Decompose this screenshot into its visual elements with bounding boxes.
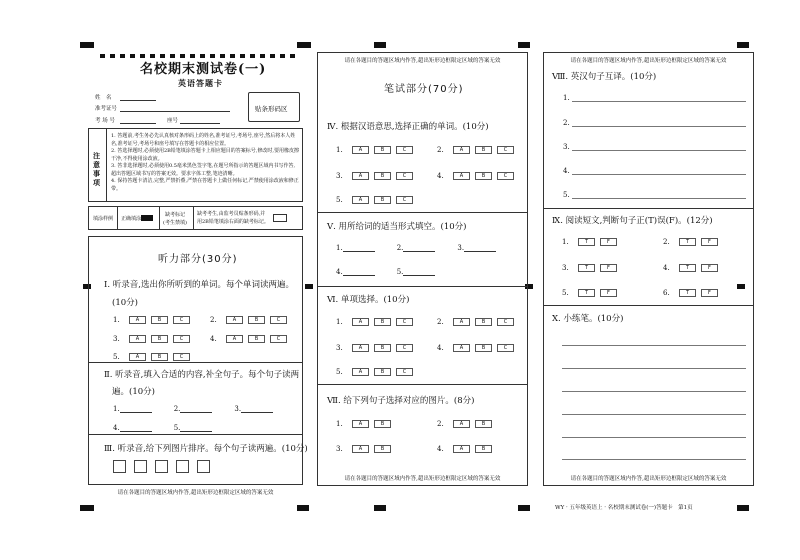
- q1-title: Ⅰ. 听录音,选出你所听到的单词。每个单词读两遍。: [104, 280, 294, 290]
- blank-field[interactable]: [464, 244, 496, 252]
- boundary-notice: 请在各题目的答题区域内作答,超出矩形边框限定区域的答案无效: [117, 490, 274, 496]
- option-b[interactable]: B: [374, 445, 391, 453]
- q1-score: (10分): [112, 298, 138, 308]
- q8-title: Ⅷ. 英汉句子互译。(10分): [552, 72, 657, 82]
- boundary-notice: 请在各题目的答题区域内作答,超出矩形边框限定区域的答案无效: [570, 58, 727, 64]
- q8-line-label: 3.: [563, 143, 570, 151]
- option-c[interactable]: C: [173, 353, 190, 361]
- blank-field[interactable]: [120, 405, 152, 413]
- fill-example-box: [88, 206, 303, 230]
- option-c[interactable]: C: [396, 344, 413, 352]
- option-a[interactable]: A: [129, 353, 146, 361]
- option-a[interactable]: A: [129, 335, 146, 343]
- page-subtitle: 英语答题卡: [178, 78, 223, 88]
- page-footer: WY · 五年级英语上 · 名校期末测试卷(一)答题卡 第1页: [555, 505, 693, 511]
- notice-item: 3. 答非选择题时,必须使用0.5毫米黑色签字笔,在题号所指示的答题区域内书写作答,超出答题区域书写的答案无效。要求字体工整,笔迹清晰。: [111, 163, 296, 177]
- option-a[interactable]: A: [352, 146, 369, 154]
- order-box[interactable]: [197, 460, 210, 473]
- option-true[interactable]: T: [679, 238, 696, 246]
- option-a[interactable]: A: [352, 420, 369, 428]
- timing-dash-row: [100, 43, 300, 47]
- option-a[interactable]: A: [226, 316, 243, 324]
- q9-title: Ⅸ. 阅读短文,判断句子正(T)误(F)。(12分): [552, 216, 713, 226]
- q7-row: 3. A B 4. A B: [336, 445, 497, 453]
- option-b[interactable]: B: [248, 316, 265, 324]
- writing-line[interactable]: [562, 459, 746, 460]
- q4-row: 3. A B C 4. A B C: [336, 172, 519, 180]
- option-b[interactable]: B: [475, 318, 492, 326]
- listening-title: 听力部分(30分): [158, 254, 238, 265]
- timing-mark: [737, 42, 749, 48]
- absent-note: (考生禁填): [163, 220, 187, 226]
- option-a[interactable]: A: [453, 318, 470, 326]
- option-c[interactable]: C: [396, 196, 413, 204]
- timing-mark: [374, 42, 386, 48]
- timing-mark: [374, 505, 386, 511]
- notice-item: 2. 答选择题时,必须使用2B铅笔填涂答题卡上相应题目的答案标号,修改时,要用橡皮擦干净,不得使用涂改液。: [111, 148, 299, 162]
- writing-line[interactable]: [572, 174, 746, 175]
- q6-row: 3. A B C 4. A B C: [336, 344, 519, 352]
- q5-title: Ⅴ. 用所给词的适当形式填空。(10分): [327, 222, 467, 232]
- notice-box: [88, 128, 303, 202]
- exam-no-label: 准考证号: [95, 106, 118, 112]
- option-false[interactable]: F: [701, 264, 718, 272]
- option-a[interactable]: A: [129, 316, 146, 324]
- blank-field[interactable]: [180, 424, 212, 432]
- barcode-label: 贴条形码区: [255, 105, 288, 113]
- option-b[interactable]: B: [374, 420, 391, 428]
- timing-mark: [518, 505, 530, 511]
- q6-title: Ⅵ. 单项选择。(10分): [327, 295, 410, 305]
- room-label: 考 场 号: [95, 118, 115, 124]
- blank-field[interactable]: [180, 405, 212, 413]
- blank-field[interactable]: [241, 405, 273, 413]
- boundary-notice: 请在各题目的答题区域内作答,超出矩形边框限定区域的答案无效: [344, 58, 501, 64]
- writing-line[interactable]: [562, 391, 746, 392]
- option-b[interactable]: B: [475, 344, 492, 352]
- option-b[interactable]: B: [151, 316, 168, 324]
- order-box[interactable]: [176, 460, 189, 473]
- option-b[interactable]: B: [151, 335, 168, 343]
- writing-line[interactable]: [562, 368, 746, 369]
- notice-item: 1. 答题前,考生务必先认真核对条形码上的姓名,准考证号,考场号,座号,然后将本人姓名,准考证号,考场号和座号填写在答题卡的相应位置。: [111, 133, 296, 147]
- timing-mark: [737, 505, 749, 511]
- section-divider: [89, 362, 302, 363]
- option-false[interactable]: F: [600, 264, 617, 272]
- q10-title: Ⅹ. 小练笔。(10分): [552, 314, 624, 324]
- q6-row: 5. A B C: [336, 368, 418, 376]
- seat-field[interactable]: [180, 123, 220, 124]
- option-c[interactable]: C: [497, 172, 514, 180]
- blank-field[interactable]: [403, 244, 435, 252]
- q7-row: 1. A B 2. A B: [336, 420, 497, 428]
- writing-line[interactable]: [562, 345, 746, 346]
- room-field[interactable]: [120, 123, 156, 124]
- option-c[interactable]: C: [497, 318, 514, 326]
- timing-mark: [80, 505, 94, 511]
- q9-row: 1. T F 2. T F: [562, 238, 723, 246]
- barcode-area: [248, 92, 300, 122]
- name-label: 姓 名: [95, 95, 112, 101]
- q1-row: 1. A B C 2. A B C: [113, 316, 292, 324]
- section-divider: [318, 384, 527, 385]
- writing-line[interactable]: [572, 126, 746, 127]
- exam-no-field[interactable]: [120, 111, 230, 112]
- q1-row: 3. A B C 4. A B C: [113, 335, 292, 343]
- q4-title: Ⅳ. 根据汉语意思,选择正确的单词。(10分): [327, 122, 489, 132]
- option-a[interactable]: A: [352, 318, 369, 326]
- seat-label: 座号: [167, 118, 179, 124]
- option-a[interactable]: A: [453, 146, 470, 154]
- q8-line-label: 1.: [563, 94, 570, 102]
- writing-line[interactable]: [572, 150, 746, 151]
- section-divider: [89, 434, 302, 435]
- blank-field[interactable]: [403, 268, 435, 276]
- section-divider: [544, 208, 753, 209]
- option-c[interactable]: C: [270, 316, 287, 324]
- option-c[interactable]: C: [497, 146, 514, 154]
- notice-item: 4. 保持答题卡清洁,完整,严禁折叠,严禁在答题卡上做任何标记,严禁使用涂改液和修正带。: [111, 178, 299, 192]
- option-a[interactable]: A: [352, 368, 369, 376]
- option-c[interactable]: C: [270, 335, 287, 343]
- timing-mark: [297, 505, 309, 511]
- absent-mark-box[interactable]: [273, 214, 287, 222]
- option-c[interactable]: C: [396, 146, 413, 154]
- option-c[interactable]: C: [396, 318, 413, 326]
- writing-line[interactable]: [562, 414, 746, 415]
- option-b[interactable]: B: [151, 353, 168, 361]
- order-box[interactable]: [155, 460, 168, 473]
- q9-row: 5. T F 6. T F: [562, 289, 723, 297]
- writing-line[interactable]: [572, 198, 746, 199]
- q3-order-boxes: [113, 460, 210, 473]
- timing-mark: [518, 42, 530, 48]
- option-false[interactable]: F: [600, 238, 617, 246]
- option-a[interactable]: A: [352, 445, 369, 453]
- option-a[interactable]: A: [453, 445, 470, 453]
- option-b[interactable]: B: [374, 318, 391, 326]
- option-false[interactable]: F: [701, 289, 718, 297]
- blank-field[interactable]: [120, 424, 152, 432]
- option-c[interactable]: C: [396, 368, 413, 376]
- option-c[interactable]: C: [173, 316, 190, 324]
- timing-mark: [80, 42, 94, 48]
- section-divider: [544, 305, 753, 306]
- option-a[interactable]: A: [352, 196, 369, 204]
- q5-blanks: 1. 2. 3.: [336, 244, 518, 252]
- option-a[interactable]: A: [453, 172, 470, 180]
- fill-example-label: 填涂样例: [93, 216, 114, 222]
- q2-blanks: 1. 2. 3.: [113, 405, 295, 413]
- q1-row: 5. A B C: [113, 353, 195, 361]
- q9-row: 3. T F 4. T F: [562, 264, 723, 272]
- option-c[interactable]: C: [173, 335, 190, 343]
- option-b[interactable]: B: [374, 368, 391, 376]
- timing-mark: [297, 42, 311, 48]
- order-box[interactable]: [134, 460, 147, 473]
- option-a[interactable]: A: [453, 344, 470, 352]
- option-b[interactable]: B: [475, 420, 492, 428]
- q6-row: 1. A B C 2. A B C: [336, 318, 519, 326]
- absent-label: 缺考标记: [165, 212, 186, 218]
- q7-title: Ⅶ. 给下列句子选择对应的图片。(8分): [327, 396, 475, 406]
- option-a[interactable]: A: [352, 172, 369, 180]
- option-b[interactable]: B: [475, 146, 492, 154]
- q4-row: 1. A B C 2. A B C: [336, 146, 519, 154]
- absent-desc: 缺考考生,由监考员贴条形码,并用2B铅笔填涂右面的缺考标记。: [197, 211, 269, 225]
- option-b[interactable]: B: [374, 344, 391, 352]
- section-divider: [318, 212, 527, 213]
- q2-title: Ⅱ. 听录音,填入合适的内容,补全句子。每个句子读两: [104, 370, 300, 380]
- written-title: 笔试部分(70分): [384, 84, 464, 95]
- option-false[interactable]: F: [600, 289, 617, 297]
- q8-line-label: 5.: [563, 191, 570, 199]
- q2-title-cont: 遍。(10分): [112, 387, 155, 397]
- blank-field[interactable]: [343, 268, 375, 276]
- timing-mark: [305, 284, 313, 289]
- notice-side-label: 注意事项: [93, 151, 100, 187]
- writing-line[interactable]: [572, 101, 746, 102]
- option-true[interactable]: T: [578, 289, 595, 297]
- option-b[interactable]: B: [374, 146, 391, 154]
- q5-blanks: 4. 5.: [336, 268, 457, 276]
- q3-title: Ⅲ. 听录音,给下列图片排序。每个句子读两遍。(10分): [104, 444, 308, 454]
- option-a[interactable]: A: [352, 344, 369, 352]
- writing-line[interactable]: [562, 437, 746, 438]
- page-title: 名校期末测试卷(一): [140, 62, 267, 77]
- q8-line-label: 2.: [563, 119, 570, 127]
- option-c[interactable]: C: [497, 344, 514, 352]
- name-field[interactable]: [120, 100, 156, 101]
- option-b[interactable]: B: [374, 196, 391, 204]
- q8-line-label: 4.: [563, 167, 570, 175]
- fill-correct-label: 正确填涂: [121, 216, 142, 222]
- blank-field[interactable]: [343, 244, 375, 252]
- section-divider: [318, 286, 527, 287]
- option-true[interactable]: T: [578, 238, 595, 246]
- fill-example-mark: [141, 215, 153, 221]
- q2-blanks: 4. 5.: [113, 424, 234, 432]
- option-b[interactable]: B: [248, 335, 265, 343]
- option-b[interactable]: B: [374, 172, 391, 180]
- option-b[interactable]: B: [475, 172, 492, 180]
- option-c[interactable]: C: [396, 172, 413, 180]
- option-false[interactable]: F: [701, 238, 718, 246]
- order-box[interactable]: [113, 460, 126, 473]
- option-true[interactable]: T: [578, 264, 595, 272]
- option-true[interactable]: T: [679, 289, 696, 297]
- option-a[interactable]: A: [226, 335, 243, 343]
- boundary-notice: 请在各题目的答题区域内作答,超出矩形边框限定区域的答案无效: [344, 476, 501, 482]
- option-true[interactable]: T: [679, 264, 696, 272]
- q4-row: 5. A B C: [336, 196, 418, 204]
- option-b[interactable]: B: [475, 445, 492, 453]
- boundary-notice: 请在各题目的答题区域内作答,超出矩形边框限定区域的答案无效: [570, 476, 727, 482]
- option-a[interactable]: A: [453, 420, 470, 428]
